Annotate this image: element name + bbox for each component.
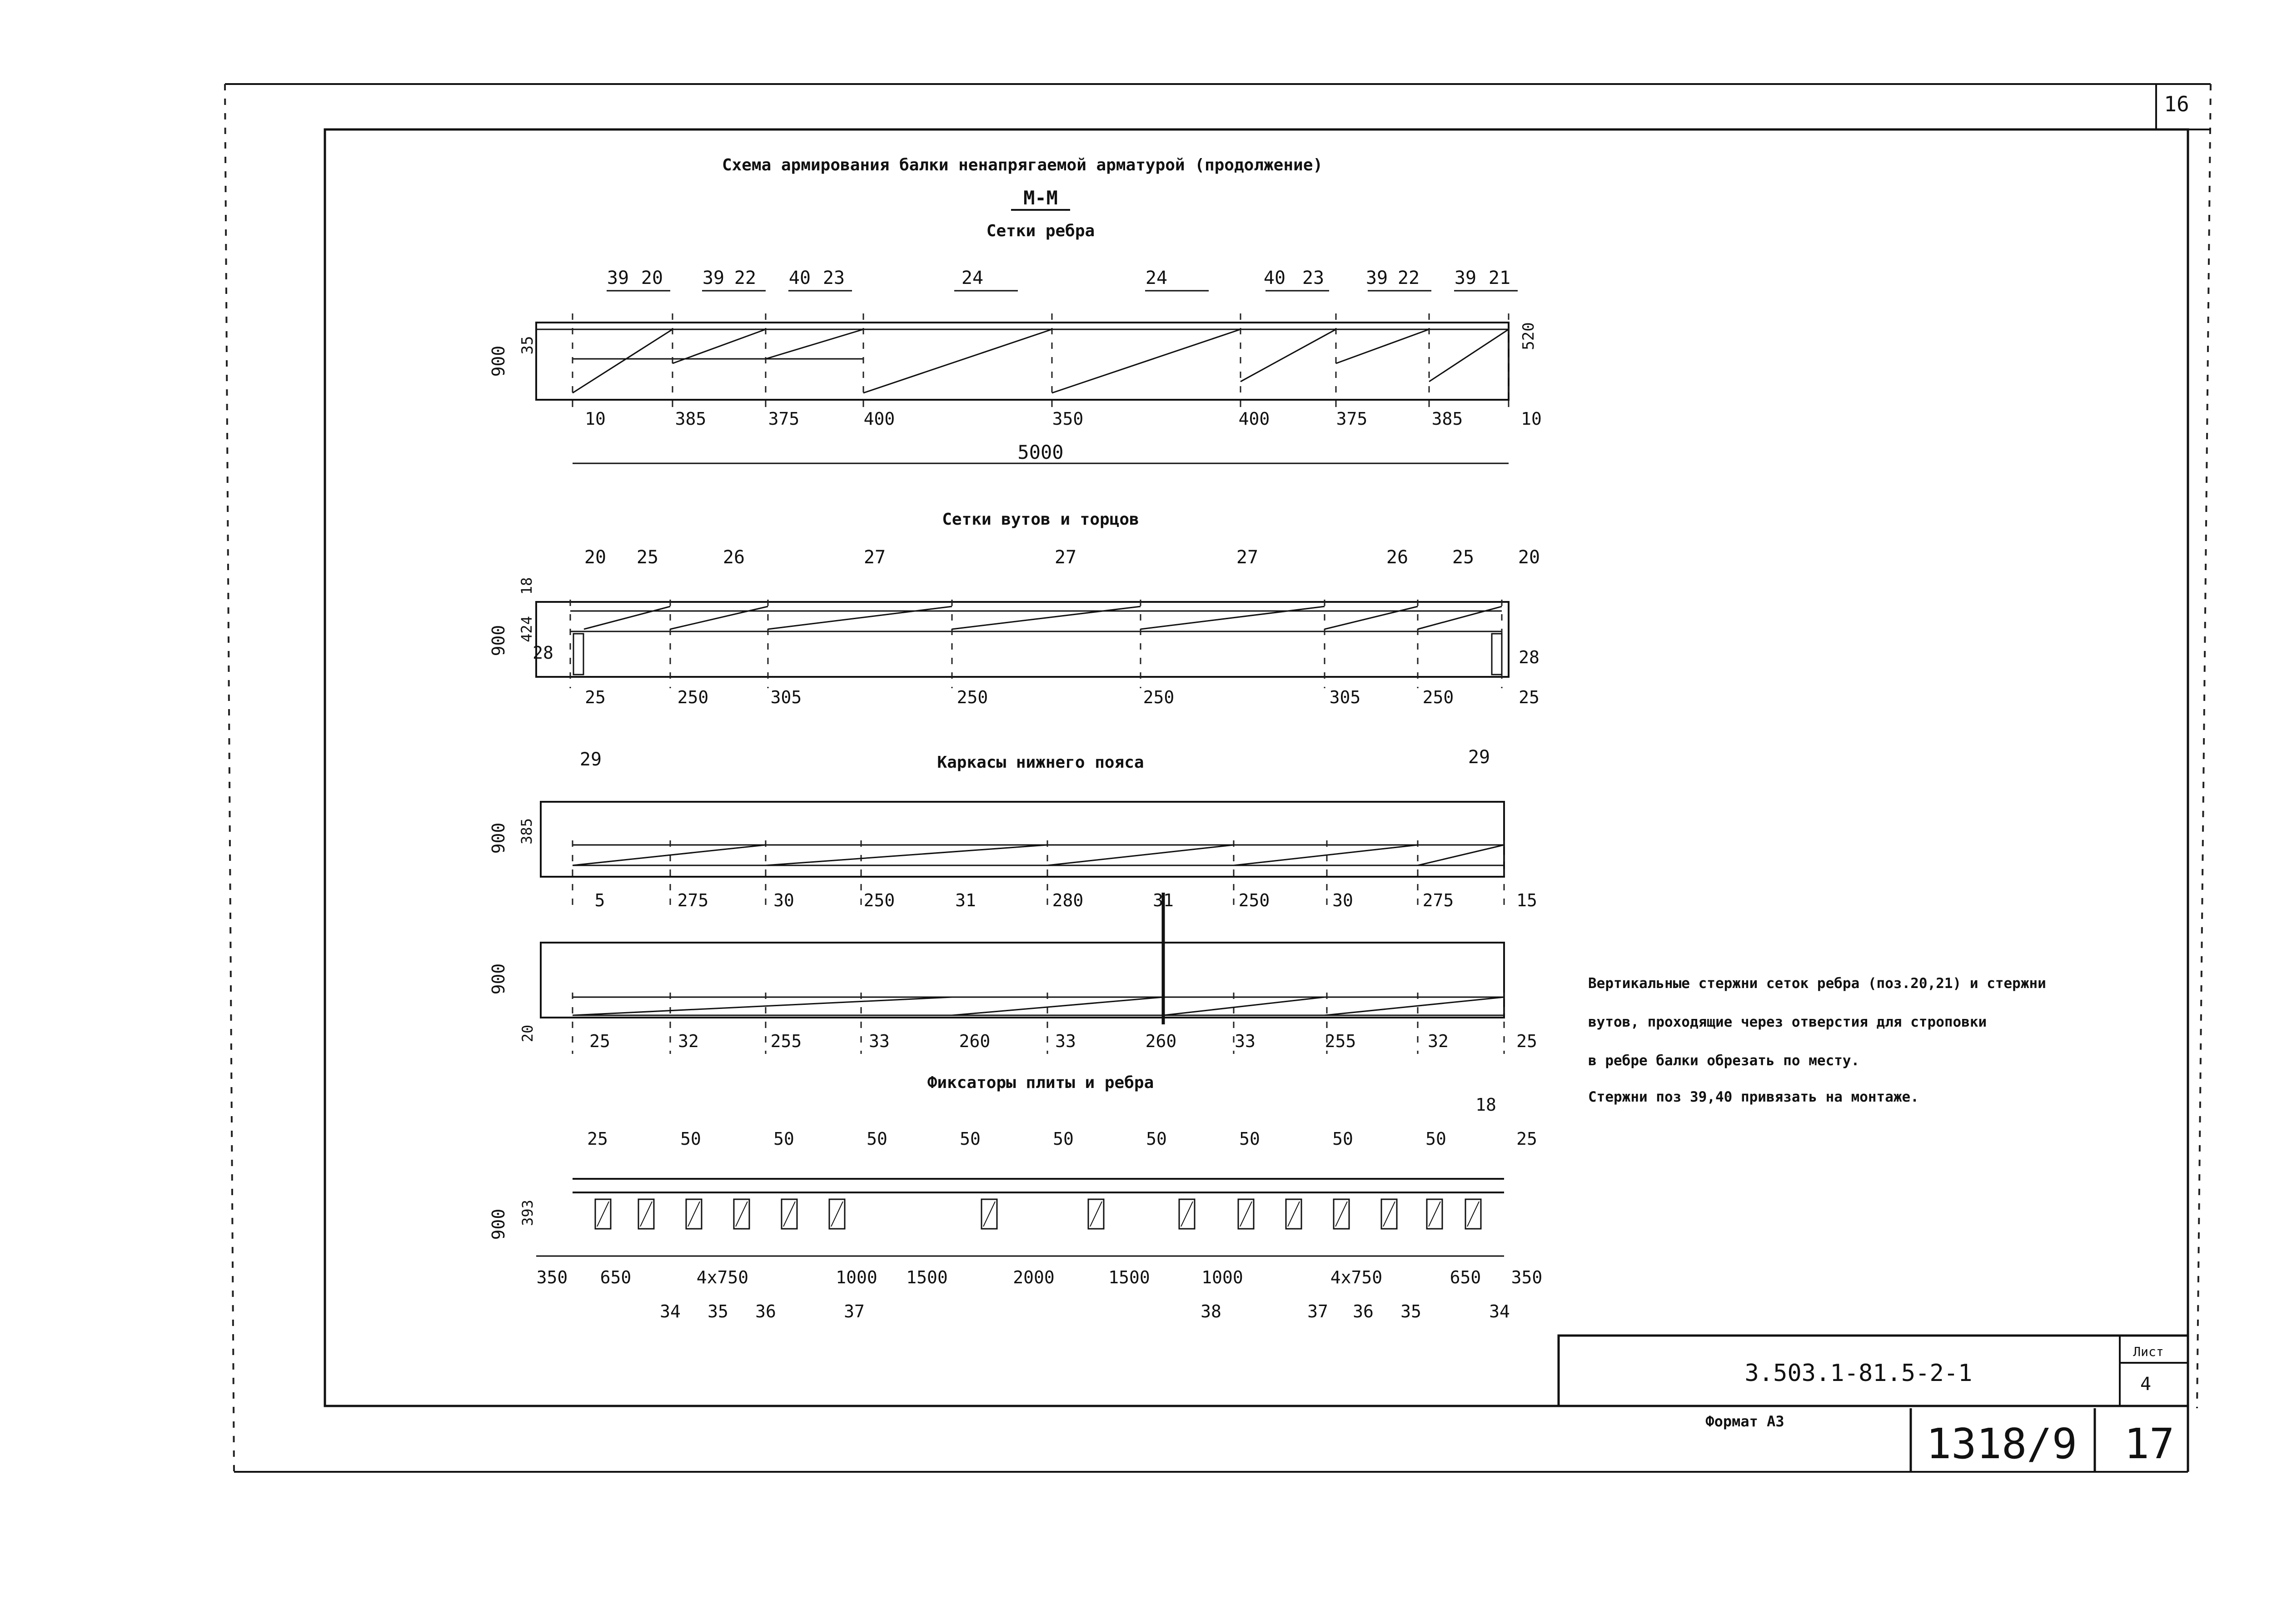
dim-label: 25 xyxy=(589,1031,610,1051)
mesh-diagonal xyxy=(1141,606,1325,629)
dim-label: 25 xyxy=(1516,1129,1537,1149)
mesh-diagonal xyxy=(670,606,768,629)
dim-label: 250 xyxy=(863,890,895,910)
beam-outline xyxy=(536,323,1509,400)
mesh-diagonal xyxy=(1336,329,1429,363)
dim-label: 33 xyxy=(1235,1031,1256,1051)
fixator-diagonal xyxy=(688,1202,700,1227)
callout-label: 20 xyxy=(1518,547,1540,568)
diagram-rib-meshes xyxy=(488,268,1542,463)
beam-outline xyxy=(536,602,1509,677)
mesh-diagonal xyxy=(952,606,1141,629)
fixator-diagonal xyxy=(1383,1202,1395,1227)
dim-label: 50 xyxy=(1425,1129,1446,1149)
dim-label: 385 xyxy=(675,409,707,429)
cage-diagonal xyxy=(1163,997,1325,1015)
dim-label: 375 xyxy=(1336,409,1368,429)
dim-label: 650 xyxy=(600,1267,632,1287)
callout-label: 26 xyxy=(722,547,745,568)
callout-label: 21 xyxy=(1488,268,1511,288)
dim-label: 255 xyxy=(1325,1031,1356,1051)
dim-height: 900 xyxy=(488,963,508,995)
mesh-diagonal xyxy=(1052,329,1241,393)
fixator-diagonal xyxy=(597,1202,609,1227)
dim-label: 10 xyxy=(585,409,606,429)
fixator-diagonal xyxy=(1335,1202,1347,1227)
cage-diagonal xyxy=(952,997,1163,1015)
callout-label: 35 xyxy=(708,1301,728,1321)
mesh-diagonal xyxy=(766,329,863,359)
dim-label: 1000 xyxy=(1201,1267,1243,1287)
callout-label: 37 xyxy=(844,1301,865,1321)
callout-label: 39 xyxy=(1454,268,1477,288)
dim-top: 18 xyxy=(518,577,535,595)
fixator-diagonal xyxy=(1467,1202,1479,1227)
dim-label: 280 xyxy=(1052,890,1084,910)
d1-title: Сетки ребра xyxy=(986,222,1095,240)
dim-height: 900 xyxy=(488,1208,508,1240)
fixator-diagonal xyxy=(783,1202,795,1227)
dim-right: 520 xyxy=(1520,322,1538,350)
cage-diagonal xyxy=(766,845,1047,865)
dim-label: 5 xyxy=(594,890,605,910)
section-label: М-М xyxy=(1023,187,1058,209)
dim-label: 250 xyxy=(1143,687,1175,707)
dim-label: 15 xyxy=(1516,890,1537,910)
cage-diagonal xyxy=(573,997,952,1015)
callout-label: 34 xyxy=(1489,1301,1510,1321)
dim-label: 275 xyxy=(677,890,709,910)
dim-label: 375 xyxy=(768,409,800,429)
callout-label: 29 xyxy=(579,749,602,770)
dim-label: 250 xyxy=(1238,890,1270,910)
mesh-diagonal xyxy=(768,606,952,629)
frame-left xyxy=(225,84,234,1472)
beam-outline xyxy=(541,943,1504,1018)
mesh-diagonal xyxy=(1241,329,1336,382)
sheet-label: Лист xyxy=(2133,1344,2164,1359)
dim-label: 50 xyxy=(1239,1129,1260,1149)
sheet-number: 4 xyxy=(2140,1374,2152,1395)
dim-label: 260 xyxy=(959,1031,991,1051)
fixator-diagonal xyxy=(1240,1202,1252,1227)
dim-height: 900 xyxy=(488,345,508,377)
mesh-diagonal xyxy=(573,329,673,393)
fixator-diagonal xyxy=(1181,1202,1193,1227)
callout-label: 24 xyxy=(961,268,984,288)
dim-label: 4x750 xyxy=(1330,1267,1383,1287)
callout-label: 27 xyxy=(863,547,886,568)
fixator-diagonal xyxy=(831,1202,843,1227)
dim-label: 400 xyxy=(863,409,895,429)
callout-label: 20 xyxy=(641,268,663,288)
dim-label: 31 xyxy=(1153,890,1174,910)
dim-label: 50 xyxy=(1053,1129,1074,1149)
callout-label: 39 xyxy=(702,268,725,288)
dim-label: 33 xyxy=(1055,1031,1076,1051)
end-mesh xyxy=(1492,634,1502,675)
dim-label: 350 xyxy=(1052,409,1084,429)
d2-title: Сетки вутов и торцов xyxy=(942,510,1139,529)
cage-diagonal xyxy=(573,845,766,865)
dim-label: 50 xyxy=(960,1129,981,1149)
dim-label: 10 xyxy=(1521,409,1542,429)
dim-label: 25 xyxy=(1519,687,1540,707)
mesh-diagonal xyxy=(584,606,670,629)
diagram-bottom-chord-cages-2 xyxy=(488,943,1537,1054)
dim-label: 2000 xyxy=(1013,1267,1055,1287)
callout-label: 29 xyxy=(1468,747,1490,768)
end-mesh xyxy=(573,634,583,675)
fixator-diagonal xyxy=(736,1202,747,1227)
fixator-diagonal xyxy=(1288,1202,1300,1227)
dim-height: 900 xyxy=(488,625,508,656)
dim-label: 25 xyxy=(1516,1031,1537,1051)
callout-label: 40 xyxy=(788,268,811,288)
dim-side: 385 xyxy=(518,818,535,844)
dim-total: 5000 xyxy=(1017,441,1064,463)
drawing-title: Схема армирования балки ненапрягаемой арматурой (продолжение) xyxy=(722,156,1323,174)
callout-label: 23 xyxy=(1302,268,1325,288)
dim-label: 385 xyxy=(1431,409,1463,429)
diagram-bottom-chord-cages xyxy=(488,747,1537,1024)
stamp-number: 1318/9 xyxy=(1926,1420,2078,1468)
sheet-frame xyxy=(225,84,2211,1472)
dim-height: 900 xyxy=(488,822,508,854)
dim-label: 400 xyxy=(1238,409,1270,429)
dim-label: 4x750 xyxy=(696,1267,749,1287)
dim-label: 32 xyxy=(678,1031,699,1051)
callout-label: 25 xyxy=(636,547,659,568)
dim-label: 350 xyxy=(536,1267,568,1287)
callout-label: 36 xyxy=(1353,1301,1374,1321)
dim-label: 275 xyxy=(1422,890,1454,910)
cage-diagonal xyxy=(1234,845,1418,865)
dim-label: 50 xyxy=(773,1129,794,1149)
dim-label: 30 xyxy=(773,890,794,910)
note-line: Вертикальные стержни сеток ребра (поз.20,21) и стержни xyxy=(1588,975,2046,992)
mesh-diagonal xyxy=(863,329,1052,393)
cage-diagonal xyxy=(1325,997,1504,1015)
dim-label: 305 xyxy=(770,687,802,707)
dim-label: 50 xyxy=(1146,1129,1167,1149)
stamp-sheet: 17 xyxy=(2124,1420,2175,1468)
fixator-diagonal xyxy=(1429,1202,1440,1227)
callout-label: 27 xyxy=(1236,547,1259,568)
dim-label: 1500 xyxy=(906,1267,948,1287)
callout-label: 36 xyxy=(755,1301,776,1321)
dim-label: 350 xyxy=(1511,1267,1543,1287)
callout-label: 40 xyxy=(1263,268,1286,288)
callout-label: 38 xyxy=(1201,1301,1221,1321)
fixator-diagonal xyxy=(983,1202,995,1227)
inner-border xyxy=(325,129,2188,1406)
callout-label: 25 xyxy=(1452,547,1475,568)
doc-code: 3.503.1-81.5-2-1 xyxy=(1744,1360,1973,1387)
dim-label: 33 xyxy=(869,1031,890,1051)
dim-label: 250 xyxy=(957,687,988,707)
corner-number: 16 xyxy=(2164,92,2189,116)
notes-block xyxy=(1588,975,2046,1105)
dim-label: 50 xyxy=(680,1129,701,1149)
fixator-diagonal xyxy=(640,1202,652,1227)
dim-label: 25 xyxy=(587,1129,608,1149)
dim-label: 50 xyxy=(1332,1129,1353,1149)
note-line: Стержни поз 39,40 привязать на монтаже. xyxy=(1588,1089,1919,1105)
fixator-diagonal xyxy=(1090,1202,1102,1227)
format-label: Формат А3 xyxy=(1705,1413,1784,1430)
dim-label: 255 xyxy=(770,1031,802,1051)
d5-title: Фиксаторы плиты и ребра xyxy=(927,1073,1154,1092)
diagram-fixators xyxy=(488,1095,1542,1321)
dim-top: 35 xyxy=(518,336,537,355)
note-line: вутов, проходящие через отверстия для строповки xyxy=(1588,1014,1987,1030)
mesh-diagonal xyxy=(1429,329,1509,382)
callout-label: 24 xyxy=(1145,268,1168,288)
mesh-diagonal xyxy=(1418,606,1502,629)
callout-label: 22 xyxy=(734,268,757,288)
callout-label: 34 xyxy=(660,1301,681,1321)
callout-label: 39 xyxy=(1365,268,1388,288)
callout-label: 22 xyxy=(1397,268,1420,288)
callout-label: 18 xyxy=(1475,1095,1496,1115)
frame-right xyxy=(2197,84,2211,1408)
dim-label: 1000 xyxy=(836,1267,877,1287)
cage-diagonal xyxy=(1418,845,1504,865)
callout-label: 20 xyxy=(584,547,607,568)
dim-label: 260 xyxy=(1145,1031,1177,1051)
callout-label: 35 xyxy=(1400,1301,1421,1321)
callout-label: 28 xyxy=(533,643,553,663)
dim-label: 650 xyxy=(1450,1267,1481,1287)
callout-label: 28 xyxy=(1519,647,1540,667)
dim-mid: 424 xyxy=(518,616,535,642)
dim-label: 30 xyxy=(1332,890,1353,910)
callout-label: 27 xyxy=(1054,547,1077,568)
dim-label: 250 xyxy=(1422,687,1454,707)
callout-label: 26 xyxy=(1386,547,1409,568)
callout-label: 37 xyxy=(1307,1301,1328,1321)
dim-label: 25 xyxy=(585,687,606,707)
dim-label: 305 xyxy=(1329,687,1361,707)
dim-label: 50 xyxy=(867,1129,887,1149)
diagram-haunch-end-meshes xyxy=(488,547,1540,707)
d3-title: Каркасы нижнего пояса xyxy=(937,753,1144,772)
dim-side: 393 xyxy=(519,1200,536,1226)
callout-label: 39 xyxy=(607,268,629,288)
dim-label: 31 xyxy=(955,890,976,910)
dim-label: 32 xyxy=(1428,1031,1449,1051)
mesh-diagonal xyxy=(1325,606,1418,629)
dim-label: 250 xyxy=(677,687,709,707)
callout-label: 23 xyxy=(822,268,845,288)
dim-label: 1500 xyxy=(1108,1267,1150,1287)
dim-bottom: 20 xyxy=(519,1024,536,1043)
cage-diagonal xyxy=(1047,845,1234,865)
note-line: в ребре балки обрезать по месту. xyxy=(1588,1053,1860,1069)
